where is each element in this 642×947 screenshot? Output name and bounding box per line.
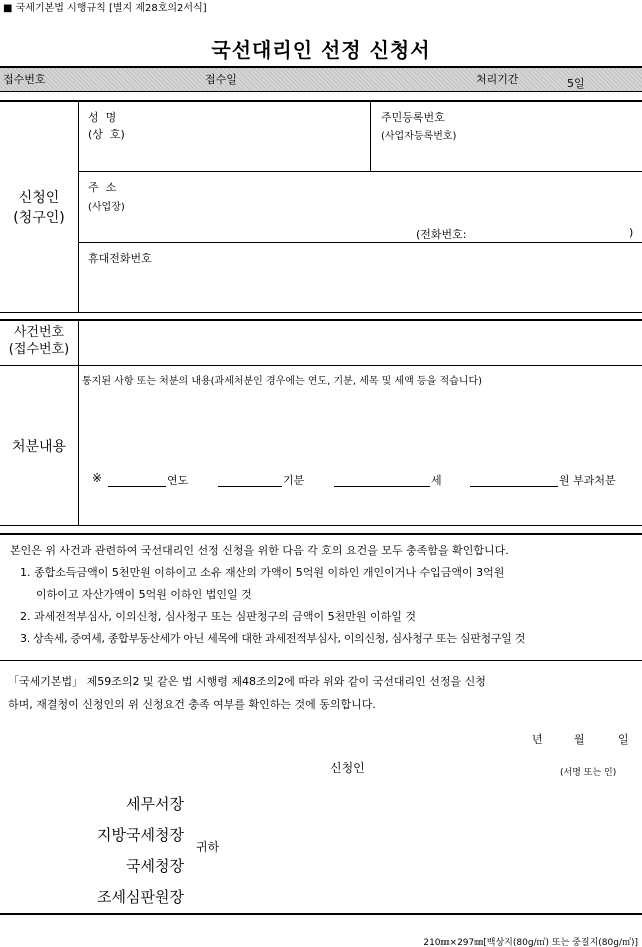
case-top-rule-b	[0, 319, 642, 321]
processing-period-label: 처리기간	[476, 73, 519, 86]
receipt-bar	[0, 68, 642, 91]
bullet-icon: ■	[3, 3, 13, 14]
confirmation-item1-line1: 1. 종합소득금액이 5천만원 이하이고 소유 재산의 가액이 5억원 이하인 개인이거나 수입금액이 3억원	[20, 566, 505, 579]
workplace-label: (사업장)	[88, 202, 125, 213]
consent-block	[0, 670, 642, 716]
amount-label: 원 부과처분	[559, 474, 616, 487]
receipt-no-label: 접수번호	[3, 73, 46, 86]
confirmation-item1-line2: 이하이고 자산가액이 5억원 이하인 법인일 것	[36, 588, 252, 601]
date-month: 월	[574, 733, 585, 746]
confirmation-item2: 2. 과세전적부심사, 이의신청, 심사청구 또는 심판청구의 금액이 5천만원 이하일 것	[20, 610, 416, 623]
addressee-list	[0, 789, 184, 913]
date-day: 일	[618, 733, 629, 746]
period-blank	[218, 486, 282, 487]
disposition-mark: ※	[92, 471, 103, 485]
addressee-suffix: 귀하	[196, 840, 220, 854]
page-title: 국선대리인 선정 신청서	[211, 38, 431, 62]
confirmation-intro: 본인은 위 사건과 관련하여 국선대리인 선정 신청을 위한 다음 각 호의 요건을 모두 충족함을 확인합니다.	[10, 544, 509, 557]
form-ref-text: 국세기본법 시행규칙 [별지 제28호의2서식]	[15, 3, 207, 14]
resident-no-label: 주민등록번호	[381, 111, 445, 124]
address-label: 주 소	[88, 181, 117, 194]
receipt-bottom-rule	[0, 91, 642, 92]
phone-label: (전화번호:	[416, 228, 467, 241]
signature-applicant-label: 신청인	[330, 761, 365, 775]
disposition-bottom-rule-b	[0, 533, 642, 535]
addressee-item: 지방국세청장	[97, 826, 184, 844]
processing-period-value: 5일	[567, 77, 585, 90]
applicant-section-label	[0, 188, 78, 228]
confirmation-item3: 3. 상속세, 증여세, 종합부동산세가 아닌 세목에 대한 과세전적부심사, 이의신청, 심사청구 또는 심판청구일 것	[20, 632, 526, 645]
trade-name-label: (상 호)	[88, 128, 125, 141]
bottom-rule	[0, 913, 642, 915]
addressee-item: 국세청장	[126, 857, 184, 875]
case-top-rule-a	[0, 312, 642, 313]
confirmation-block	[0, 540, 642, 650]
addressee-item: 세무서장	[126, 795, 184, 813]
confirmation-bottom-rule	[0, 660, 642, 661]
case-label-line1: 사건번호	[13, 325, 65, 340]
paper-spec: 210㎜×297㎜[백상지(80g/㎡) 또는 중질지(80g/㎡)]	[423, 938, 638, 947]
consent-line2: 하며, 재결청이 신청인의 위 신청요건 충족 여부를 확인하는 것에 동의합니다.	[8, 698, 376, 711]
addressee-item: 조세심판원장	[97, 888, 184, 906]
receipt-date-label: 접수일	[205, 73, 237, 86]
tax-label: 세	[431, 474, 442, 487]
applicant-label-line2: (청구인)	[13, 210, 65, 226]
disposition-instruction: 통지된 사항 또는 처분의 내용(과세처분인 경우에는 연도, 기분, 세목 및 세액 등을 적습니다)	[82, 376, 483, 387]
applicant-label-line1: 신청인	[18, 190, 60, 206]
applicant-top-rule	[0, 100, 642, 102]
case-label	[0, 324, 78, 358]
case-label-line2: (접수번호)	[8, 342, 70, 357]
date-year: 년	[532, 733, 543, 746]
phone-close: )	[629, 226, 634, 239]
name-label: 성 명	[88, 111, 117, 124]
amount-blank	[470, 486, 558, 487]
case-bottom-rule	[0, 365, 642, 366]
period-label: 기분	[283, 474, 305, 487]
business-no-label: (사업자등록번호)	[381, 131, 457, 142]
row-rule-1	[79, 171, 642, 172]
year-label: 연도	[167, 474, 189, 487]
disposition-label: 처분내용	[11, 439, 67, 455]
consent-line1: 「국세기본법」 제59조의2 및 같은 법 시행령 제48조의2에 따라 위와 같이 국선대리인 선정을 신청	[8, 675, 486, 688]
mobile-label: 휴대전화번호	[88, 252, 152, 265]
disposition-bottom-rule-a	[0, 525, 642, 526]
applicant-divider	[78, 102, 79, 312]
name-divider	[370, 102, 371, 171]
case-divider	[78, 321, 79, 525]
signature-note: (서명 또는 인)	[560, 768, 617, 778]
form-reference	[3, 0, 207, 14]
row-rule-2	[79, 242, 642, 243]
year-blank	[108, 486, 166, 487]
tax-blank	[334, 486, 430, 487]
